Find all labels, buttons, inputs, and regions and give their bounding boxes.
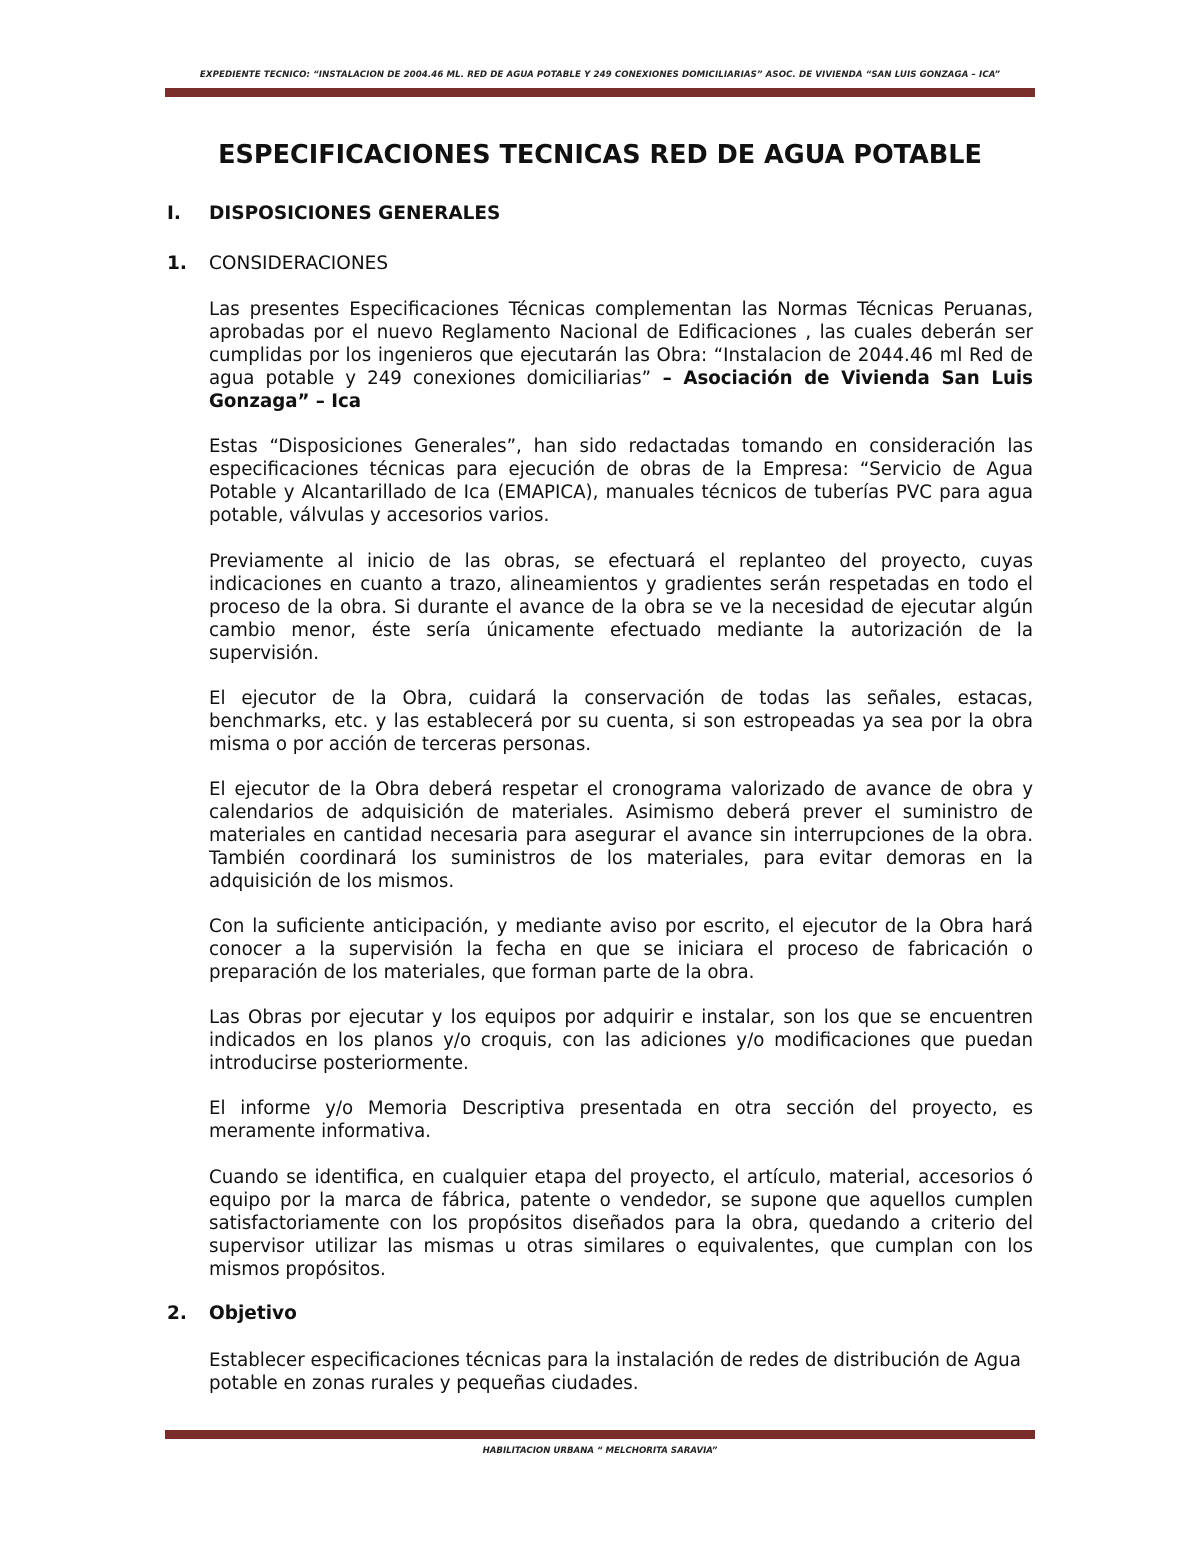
running-header: EXPEDIENTE TECNICO: “INSTALACION DE 2004.46 ML. RED DE AGUA POTABLE Y 249 CONEXIONES DOMICILIARIAS” ASOC. DE VIVIENDA “SAN LUIS GONZAGA – ICA” bbox=[199, 70, 1001, 80]
document-title: ESPECIFICACIONES TECNICAS RED DE AGUA POTABLE bbox=[218, 140, 982, 170]
paragraph: Con la suficiente anticipación, y mediante aviso por escrito, el ejecutor de la Obra hará conocer a la supervisión la fecha en que se iniciara el proceso de fabricación o preparación de los materiales, que forman parte de la obra. bbox=[209, 916, 1033, 983]
section-number: I. bbox=[167, 203, 181, 224]
paragraph-text: Las presentes Especificaciones Técnicas complementan las Normas Técnicas Peruanas, aprobadas por el nuevo Reglamento Nacional de Edificaciones , las cuales deberán ser cumplidas por los ingenieros que ejecutarán las Obra: “Instalacion de 2044.46 ml Red de agua potable y 249 conexiones domiciliarias” bbox=[209, 299, 1033, 389]
paragraph: Estas “Disposiciones Generales”, han sido redactadas tomando en consideración las especificaciones técnicas para ejecución de obras de la Empresa: “Servicio de Agua Potable y Alcantarillado de Ica (EMAPICA), manuales técnicos de tuberías PVC para agua potable, válvulas y accesorios varios. bbox=[209, 436, 1033, 526]
section-label: DISPOSICIONES GENERALES bbox=[209, 203, 501, 224]
paragraph: El ejecutor de la Obra deberá respetar el cronograma valorizado de avance de obra y calendarios de adquisición de materiales. Asimismo deberá prever el suministro de materiales en cantidad necesaria para asegurar el avance sin interrupciones de la obra. También coordinará los suministros de los materiales, para evitar demoras en la adquisición de los mismos. bbox=[209, 779, 1033, 892]
paragraph: Establecer especificaciones técnicas para la instalación de redes de distribución de Agua potable en zonas rurales y pequeñas ciudades. bbox=[209, 1350, 1021, 1394]
subsection-label: Objetivo bbox=[209, 1303, 297, 1324]
subsection-number: 2. bbox=[167, 1303, 187, 1324]
paragraph: Las Obras por ejecutar y los equipos por adquirir e instalar, son los que se encuentren indicados en los planos y/o croquis, con las adiciones y/o modificaciones que puedan introducirse posteriormente. bbox=[209, 1007, 1033, 1074]
paragraph: El informe y/o Memoria Descriptiva presentada en otra sección del proyecto, es meramente informativa. bbox=[209, 1098, 1033, 1142]
paragraph: Cuando se identifica, en cualquier etapa del proyecto, el artículo, material, accesorios ó equipo por la marca de fábrica, patente o vendedor, se supone que aquellos cumplen satisfactoriamente con los propósitos diseñados para la obra, quedando a criterio del supervisor utilizar las mismas u otras similares o equivalentes, que cumplan con los mismos propósitos. bbox=[209, 1167, 1033, 1280]
paragraph-bold-text: – Asociación de Vivienda San Luis Gonzaga” – Ica bbox=[209, 368, 1033, 412]
running-footer: HABILITACION URBANA “ MELCHORITA SARAVIA” bbox=[482, 1446, 718, 1456]
paragraph: El ejecutor de la Obra, cuidará la conservación de todas las señales, estacas, benchmarks, etc. y las establecerá por su cuenta, si son estropeadas ya sea por la obra misma o por acción de terceras personas. bbox=[209, 688, 1033, 755]
paragraph: Previamente al inicio de las obras, se efectuará el replanteo del proyecto, cuyas indicaciones en cuanto a trazo, alineamientos y gradientes serán respetadas en todo el proceso de la obra. Si durante el avance de la obra se ve la necesidad de ejecutar algún cambio menor, éste sería únicamente efectuado mediante la autorización de la supervisión. bbox=[209, 551, 1033, 664]
footer-rule bbox=[165, 1430, 1035, 1439]
paragraph bbox=[209, 298, 1033, 413]
subsection-label: CONSIDERACIONES bbox=[209, 253, 389, 274]
subsection-number: 1. bbox=[167, 253, 187, 274]
header-rule bbox=[165, 88, 1035, 97]
